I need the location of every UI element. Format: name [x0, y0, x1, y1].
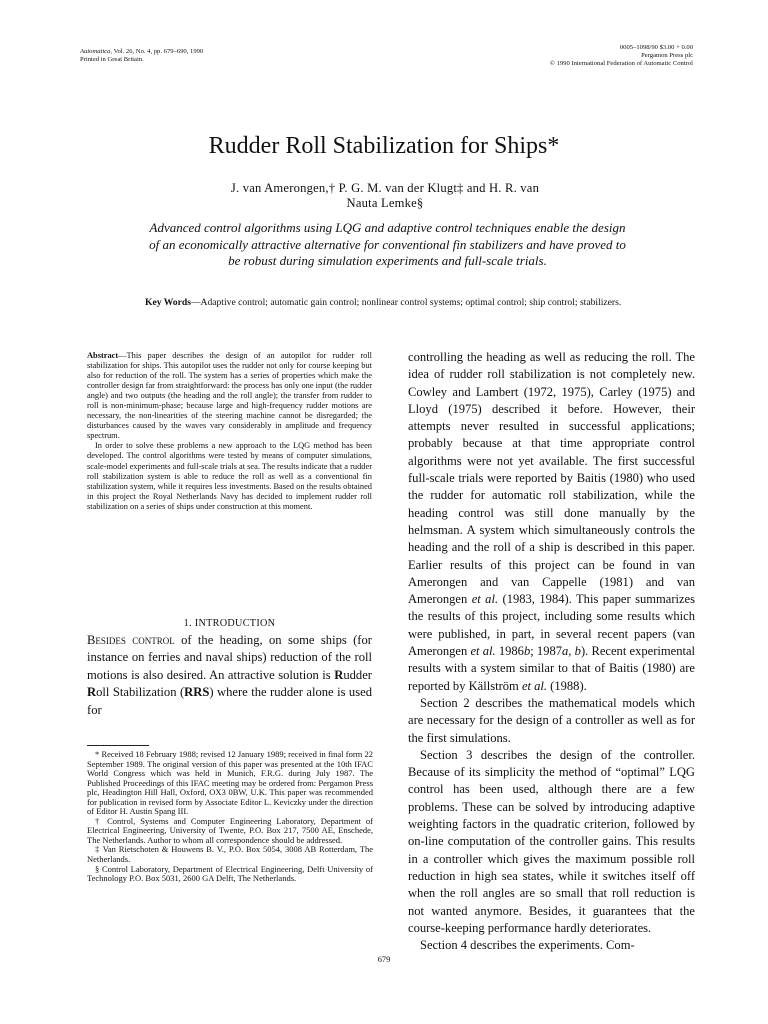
- body-text: 1986: [495, 644, 524, 659]
- body-paragraph: Section 4 describes the experiments. Com-: [420, 938, 635, 953]
- intro-bold: R: [334, 667, 344, 682]
- abstract-paragraph: In order to solve these problems a new approach to the LQG method has been developed. The control algorithms were tested by means of computer simulations, scale-model experiments and full-scale trials at sea. The results indicate that a rudder roll stabilization system is able to reduce the roll as well as a conventional fin stabilization system, while it requires less investments. Based on the results obtained in this project the Royal Netherlands Navy has decided to implement rudder roll stabilization on a series of ships under construction at this moment.: [87, 441, 372, 511]
- intro-text: oll Stabilization (: [96, 685, 185, 700]
- body-text: (1988).: [547, 678, 587, 693]
- abstract-text-1: —This paper describes the design of an autopilot for rudder roll stabilization for ships. This autopilot uses the rudder not only for course keeping but also for reduction of the roll. The system has a series of properties which make the controller design far from straightforward: the process has only one input (the rudder angle) and two outputs (the heading and the roll angle); the transfer from rudder to roll is non-minimum-phase; because large and high-frequency rudder motions are necessary, the non-linearities of the steering machine cannot be disregarded; the disturbances caused by the waves vary considerably in amplitude and frequency spectrum.: [87, 351, 372, 441]
- keywords-text: —Adaptive control; automatic gain control; nonlinear control systems; optimal control; ship control; stabilizers.: [190, 297, 622, 308]
- intro-text: udder: [343, 667, 372, 682]
- body-text: (1983, 1984). This paper summarizes the results of this project, including some results which were published, in part, in several recent papers (van Amerongen: [408, 592, 696, 659]
- body-italic: et al.: [470, 644, 496, 659]
- page-number: 679: [377, 955, 391, 964]
- section-heading: 1. INTRODUCTION: [183, 618, 276, 629]
- body-text: ). Recent experimental results with a system similar to that of Baitis (1980) are reported by Källström: [408, 644, 696, 693]
- footnote: † Control, Systems and Computer Engineering Laboratory, Department of Electrical Engineering, University of Twente, P.O. Box 217, 7500 AE, Enschede, The Netherlands. Author to whom all correspondence should be addressed.: [87, 815, 373, 845]
- journal-name: Automatica: [80, 48, 111, 55]
- footnotes: [87, 750, 373, 884]
- body-paragraph: [408, 349, 695, 695]
- abstract-label: Abstract: [87, 351, 119, 360]
- authors-line-2: Nauta Lemke§: [346, 196, 424, 210]
- paper-title: Rudder Roll Stabilization for Ships*: [208, 133, 560, 159]
- printed-in: Printed in Great Britain.: [80, 56, 144, 63]
- introduction-paragraph: [87, 632, 372, 719]
- keywords-label: Key Words: [145, 297, 191, 308]
- publisher: Pergamon Press plc: [641, 52, 693, 59]
- body-italic: et al.: [471, 592, 499, 607]
- body-text: ,: [568, 644, 575, 659]
- body-italic: b: [523, 644, 531, 659]
- journal-citation: [80, 48, 320, 64]
- footnote: ‡ Van Rietschoten & Houwens B. V., P.O. Box 5054, 3008 AB Rotterdam, The Netherlands.: [87, 844, 373, 865]
- keywords: [145, 297, 630, 308]
- body-text: controlling the heading as well as reducing the roll. The idea of rudder roll stabilization is not completely new. Cowley and Lambert (1972, 1975), Carley (1975) and Lloyd (1975) described it before. However, their attempts never resulted in successful applications; probably because at that time appropriate control algorithms were not yet available. The first successful full-scale trials were reported by Baitis (1980) who used the rudder for automatic roll stabilization, while the heading control was still done manually by the helmsman. A system which simultaneously controls the heading and the roll of a ship is described in this paper. Earlier results of this project can be found in van Amerongen and van Cappelle (1981) and van Amerongen: [408, 350, 695, 607]
- footnote-divider: [87, 745, 149, 746]
- right-column: [408, 349, 695, 954]
- abstract-paragraph: [87, 351, 372, 441]
- intro-lead: Besides control: [87, 633, 175, 647]
- body-italic: et al.: [521, 678, 548, 693]
- footnote: * Received 18 February 1988; revised 12 January 1989; received in final form 22 September 1989. The original version of this paper was presented at the 10th IFAC World Congress which was held in Munich, F.R.G. during July 1987. The Published Proceedings of this IFAC meeting may be ordered from: Pergamon Press plc, Headington Hill Hall, Oxford, OX3 0BW, U.K. This paper was recommended for publication in revised form by Associate Editor L. Keviczky under the direction of Editor H. Austin Spang III.: [87, 749, 373, 817]
- authors-line-1: J. van Amerongen,† P. G. M. van der Klugt‡ and H. R. van: [230, 181, 540, 195]
- journal-line: [80, 48, 320, 56]
- body-italic: b: [574, 644, 581, 659]
- author-list: [140, 181, 630, 211]
- intro-bold: R: [87, 685, 97, 700]
- publisher-info: [453, 44, 693, 68]
- body-italic: a: [562, 644, 569, 659]
- abstract: [87, 351, 372, 512]
- copyright: © 1990 International Federation of Automatic Control: [549, 60, 693, 67]
- body-text: ; 1987: [530, 644, 563, 659]
- body-paragraph: Section 2 describes the mathematical models which are necessary for the design of a controller as well as for the first simulations.: [408, 695, 695, 745]
- body-paragraph: Section 3 describes the design of the controller. Because of its simplicity the method of “optimal” LQG control has been used, although there are a few problems. These can be solved by introducing adaptive weighting factors in the quadratic criterion, followed by on-line computation of the controller gains. This results in a controller which gives the maximum possible roll reduction in high sea states, while it switches itself off when the roll angles are so small that roll reduction is not wanted anymore. Besides, it guarantees that the course-keeping performance hardly deteriorates.: [408, 747, 695, 935]
- price-code: 0005–1098/90 $3.00 + 0.00: [619, 44, 693, 51]
- intro-text: of the heading, on some ships (for instance on ferries and naval ships) reduction of the roll motions is also desired. An attractive solution is: [87, 633, 372, 682]
- intro-text: ) where the rudder alone is used for: [87, 685, 372, 717]
- summary: Advanced control algorithms using LQG and adaptive control techniques enable the design of an economically attractive alternative for conventional fin stabilizers and have proved to be robust during simulation experiments and full-scale trials.: [149, 220, 626, 269]
- intro-bold: RRS: [184, 685, 210, 700]
- journal-details: , Vol. 26, No. 4, pp. 679–690, 1990: [110, 48, 204, 55]
- footnote: § Control Laboratory, Department of Electrical Engineering, Delft University of Technology P.O. Box 5031, 2600 GA Delft, The Netherlands.: [87, 863, 373, 884]
